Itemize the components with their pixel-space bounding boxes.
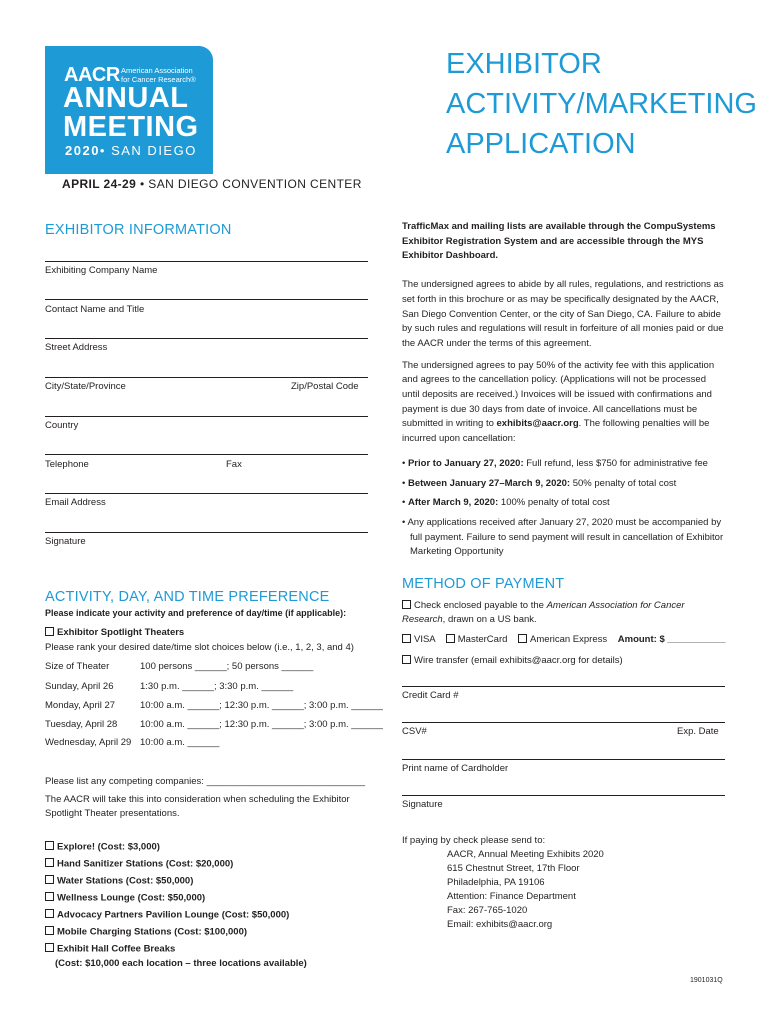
title-line-1: EXHIBITOR	[446, 48, 602, 80]
mastercard-checkbox[interactable]	[446, 634, 455, 643]
competing-companies-field[interactable]: Please list any competing companies: ______________________________	[45, 776, 366, 787]
rank-instruction: Please rank your desired date/time slot choices below (i.e., 1, 2, 3, and 4)	[45, 642, 354, 653]
aacr-logo	[45, 46, 213, 174]
trafficmax-note: TrafficMax and mailing lists are available through the CompuSystems Exhibitor Registration System and are accessible through the MYS Exhibitor Dashboard.	[402, 221, 716, 262]
option-label: Advocacy Partners Pavilion Lounge (Cost: $50,000)	[57, 909, 290, 921]
fax-label: Fax	[226, 459, 242, 470]
logo-meeting-text: MEETING	[63, 111, 199, 143]
visa-label: VISA	[414, 634, 436, 645]
address-line: 615 Chestnut Street, 17th Floor	[447, 863, 580, 874]
option-label: Explore! (Cost: $3,000)	[57, 841, 160, 853]
amex-checkbox[interactable]	[518, 634, 527, 643]
agreement-payment	[402, 359, 725, 447]
penalty-text: 100% penalty of total cost	[498, 497, 610, 509]
amex-label: American Express	[530, 634, 608, 645]
activity-option[interactable]	[45, 858, 233, 870]
agreement-payment-text: The undersigned agrees to pay 50% of the activity fee with this application and agrees to the cancellation policy. (Applications will not be processed until deposits are received.) Invoices will be issued with confirmations and payment is due 30 days from date of invoice. All cancellations must be submitted in writing to	[402, 359, 715, 430]
payment-signature-label: Signature	[402, 799, 443, 810]
option-label: Water Stations (Cost: $50,000)	[57, 875, 194, 887]
spotlight-checkbox[interactable]	[45, 627, 54, 636]
agreement-payment-tail: . The following penalties will be incurred upon cancellation:	[402, 418, 710, 445]
payment-heading: METHOD OF PAYMENT	[402, 576, 565, 592]
schedule-row-slots[interactable]: 10:00 a.m. ______	[140, 737, 220, 748]
company-name-label: Exhibiting Company Name	[45, 265, 158, 276]
signature-label: Signature	[45, 536, 86, 547]
city-label: City/State/Province	[45, 381, 126, 392]
logo-year: 2020	[65, 143, 100, 158]
address-line: Fax: 267-765-1020	[447, 905, 528, 916]
address-line: Email: exhibits@aacr.org	[447, 919, 553, 930]
logo-association-text: American Association for Cancer Research®	[121, 66, 196, 84]
activity-option[interactable]	[45, 892, 205, 904]
check-bank-text: , drawn on a US bank.	[442, 614, 537, 625]
penalty-text: Any applications received after January 27, 2020 must be accompanied by full payment. Failure to send payment will result in cancellation of Exhibitor Marketing Opportunity	[407, 516, 724, 558]
option-checkbox[interactable]	[45, 858, 54, 867]
spotlight-option	[45, 626, 184, 640]
street-address-line[interactable]	[45, 338, 368, 339]
option-label: Wellness Lounge (Cost: $50,000)	[57, 892, 206, 904]
event-dates: APRIL 24-29	[62, 177, 137, 191]
coffee-break-note: (Cost: $10,000 each location – three locations available)	[55, 958, 307, 969]
cardholder-name-label: Print name of Cardholder	[402, 763, 509, 774]
activity-instruction: Please indicate your activity and preference of day/time (if applicable):	[45, 608, 347, 618]
schedule-row-label: Tuesday, April 28	[45, 719, 118, 730]
event-dateline	[62, 177, 362, 191]
penalty-item: • Any applications received after January 27, 2020 must be accompanied by full payment. Failure to send payment will result in cancellation of Exhibitor Marketing Opportunity	[402, 516, 724, 558]
send-check-intro: If paying by check please send to:	[402, 835, 546, 846]
signature-line[interactable]	[45, 532, 368, 533]
option-checkbox[interactable]	[45, 841, 54, 850]
penalty-item: • Between January 27–March 9, 2020: 50% penalty of total cost	[402, 477, 677, 489]
exhibitor-info-heading: EXHIBITOR INFORMATION	[45, 222, 232, 238]
schedule-row-slots[interactable]: 1:30 p.m. ______; 3:30 p.m. ______	[140, 681, 294, 692]
check-option[interactable]	[402, 599, 722, 627]
payment-signature-line[interactable]	[402, 795, 725, 796]
activity-option[interactable]	[45, 841, 160, 853]
city-zip-line[interactable]	[45, 377, 368, 378]
activity-heading: ACTIVITY, DAY, AND TIME PREFERENCE	[45, 589, 330, 605]
title-line-3: APPLICATION	[446, 128, 636, 160]
csv-exp-line[interactable]	[402, 722, 725, 723]
logo-year-city	[65, 143, 197, 158]
logo-aacr-text: AACR	[64, 64, 120, 86]
penalty-lead: Prior to January 27, 2020:	[407, 457, 524, 469]
contact-name-label: Contact Name and Title	[45, 304, 145, 315]
telephone-label: Telephone	[45, 459, 89, 470]
schedule-row-slots[interactable]: 100 persons ______; 50 persons ______	[140, 661, 314, 672]
schedule-row-label: Monday, April 27	[45, 700, 116, 711]
option-checkbox[interactable]	[45, 892, 54, 901]
consideration-note: The AACR will take this into consideration when scheduling the Exhibitor Spotlight Theater presentations.	[45, 794, 350, 819]
logo-annual-text: ANNUAL	[63, 82, 189, 114]
logo-city: • SAN DIEGO	[99, 143, 197, 158]
schedule-row-label: Wednesday, April 29	[45, 737, 132, 748]
cardholder-name-line[interactable]	[402, 759, 725, 760]
csv-label: CSV#	[402, 726, 427, 737]
option-label: Hand Sanitizer Stations (Cost: $20,000)	[57, 858, 234, 870]
option-checkbox[interactable]	[45, 943, 54, 952]
penalty-text: 50% penalty of total cost	[570, 477, 677, 489]
check-text: Check enclosed payable to the	[414, 600, 547, 611]
visa-checkbox[interactable]	[402, 634, 411, 643]
exhibits-email-link[interactable]: exhibits@aacr.org	[496, 418, 579, 430]
telephone-fax-line[interactable]	[45, 454, 368, 455]
page-title	[446, 44, 756, 164]
activity-option[interactable]	[45, 943, 175, 955]
card-type-row	[402, 633, 726, 647]
schedule-row-slots[interactable]: 10:00 a.m. ______; 12:30 p.m. ______; 3:00 p.m. ______	[140, 700, 383, 711]
option-label: Mobile Charging Stations (Cost: $100,000)	[57, 926, 248, 938]
company-name-line[interactable]	[45, 261, 368, 262]
schedule-row-label: Size of Theater	[45, 661, 110, 672]
schedule-row-label: Sunday, April 26	[45, 681, 114, 692]
address-line: Attention: Finance Department	[447, 891, 576, 902]
activity-option[interactable]	[45, 909, 289, 921]
activity-option[interactable]	[45, 875, 193, 887]
exp-date-label: Exp. Date	[677, 726, 719, 737]
agreement-rules: The undersigned agrees to abide by all rules, regulations, and restrictions as set forth in this brochure or as may be specifically designated by the AACR, San Diego Convention Center, or the city of San Diego, CA. Failure to abide by such rules and regulations will result in forfeiture of all monies paid or due the AACR under the terms of this agreement.	[402, 279, 724, 349]
penalty-item: • After March 9, 2020: 100% penalty of total cost	[402, 497, 610, 509]
email-line[interactable]	[45, 493, 368, 494]
penalty-item: • Prior to January 27, 2020: Full refund, less $750 for administrative fee	[402, 457, 708, 469]
title-line-2: ACTIVITY/MARKETING	[446, 88, 757, 120]
wire-label: Wire transfer (email exhibits@aacr.org for details)	[414, 655, 623, 666]
country-label: Country	[45, 420, 79, 431]
check-payee: American Association for Cancer Research	[402, 600, 685, 625]
contact-name-line[interactable]	[45, 299, 368, 300]
penalty-text: Full refund, less $750 for administrative fee	[523, 457, 708, 469]
penalty-lead: After March 9, 2020:	[407, 497, 499, 509]
option-checkbox[interactable]	[45, 875, 54, 884]
amount-field[interactable]: Amount: $ ___________	[617, 634, 726, 645]
document-code: 1901031Q	[690, 977, 723, 984]
activity-option[interactable]	[45, 926, 247, 938]
spotlight-label: Exhibitor Spotlight Theaters	[57, 627, 185, 638]
street-address-label: Street Address	[45, 342, 108, 353]
wire-checkbox[interactable]	[402, 655, 411, 664]
terms-block	[402, 220, 725, 565]
address-line: Philadelphia, PA 19106	[447, 877, 545, 888]
event-venue: • SAN DIEGO CONVENTION CENTER	[136, 177, 362, 191]
country-line[interactable]	[45, 416, 368, 417]
option-checkbox[interactable]	[45, 909, 54, 918]
email-label: Email Address	[45, 497, 106, 508]
zip-label: Zip/Postal Code	[291, 381, 359, 392]
wire-option[interactable]	[402, 654, 623, 668]
option-checkbox[interactable]	[45, 926, 54, 935]
card-number-line[interactable]	[402, 686, 725, 687]
option-label: Exhibit Hall Coffee Breaks	[57, 943, 176, 955]
penalty-lead: Between January 27–March 9, 2020:	[407, 477, 571, 489]
schedule-row-slots[interactable]: 10:00 a.m. ______; 12:30 p.m. ______; 3:00 p.m. ______	[140, 719, 383, 730]
card-number-label: Credit Card #	[402, 690, 459, 701]
address-line: AACR, Annual Meeting Exhibits 2020	[447, 849, 604, 860]
mailing-address	[447, 848, 604, 932]
mastercard-label: MasterCard	[457, 634, 508, 645]
check-checkbox[interactable]	[402, 600, 411, 609]
